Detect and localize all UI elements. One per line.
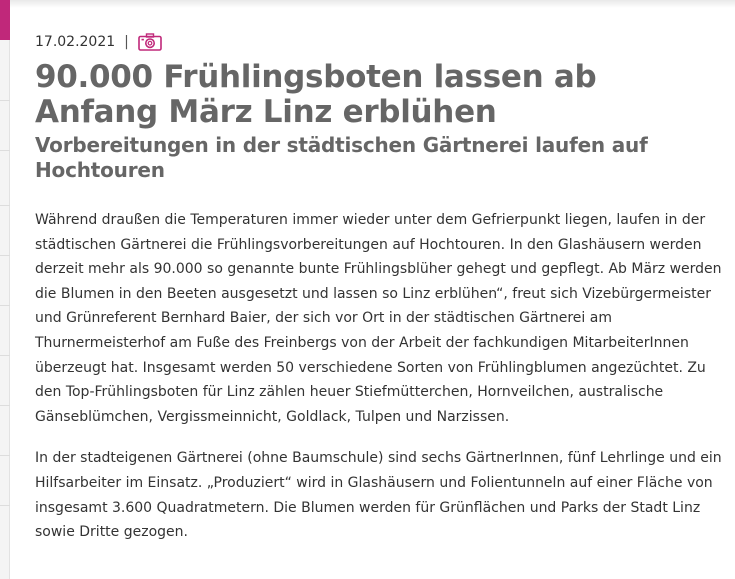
article-meta <box>35 28 720 56</box>
article-subtitle: Vorbereitungen in der städtischen Gärtnerei laufen auf Hochtouren <box>35 133 648 182</box>
article-date: 17.02.2021 <box>35 34 116 50</box>
sidebar-divider <box>0 150 10 151</box>
article-paragraph: Während draußen die Temperaturen immer wieder unter dem Gefrierpunkt liegen, laufen in der städtischen Gärtnerei die Frühlingsvorbereitungen auf Hochtouren. In den Glashäusern werden derzeit mehr als 90.000 so genannte bunte Frühlingsblüher gehegt und gepflegt. Ab März werden die Blumen in den Beeten ausgesetzt und lassen so Linz erblühen“, freut sich Vizebürgermeister und Grünreferent Bernhard Baier, der sich vor Ort in der städtischen Gärtnerei am Thurnermeisterhof am Fuße des Freinbergs von der Arbeit der fachkundigen MitarbeiterInnen überzeugt hat. Insgesamt werden 50 verschiedene Sorten von Frühlingblumen angezüchtet. Zu den Top-Frühlingsboten für Linz zählen heuer Stiefmütterchen, Hornveilchen, australische Gänseblümchen, Vergissmeinnicht, Goldlack, Tulpen und Narzissen. <box>35 212 722 425</box>
sidebar-divider <box>0 355 10 356</box>
sidebar-divider <box>0 505 10 506</box>
sidebar-accent-bar <box>0 0 10 40</box>
camera-icon[interactable] <box>138 33 162 51</box>
sidebar-divider <box>0 255 10 256</box>
article-paragraph: In der stadteigenen Gärtnerei (ohne Baumschule) sind sechs GärtnerInnen, fünf Lehrlinge und ein Hilfsarbeiter im Einsatz. „Produziert“ wird in Glashäusern und Folientunneln auf einer Fläche von insgesamt 3.600 Quadratmetern. Die Blumen werden für Grünflächen und Parks der Stadt Linz sowie Dritte gezogen. <box>35 450 722 541</box>
news-article <box>35 28 720 545</box>
sidebar-divider <box>0 205 10 206</box>
sidebar-divider <box>0 405 10 406</box>
sidebar-divider <box>0 455 10 456</box>
sidebar-divider <box>0 305 10 306</box>
sidebar-divider <box>0 100 10 101</box>
top-shadow <box>10 0 735 8</box>
left-sidebar-edge <box>0 0 10 579</box>
meta-separator: | <box>124 34 129 50</box>
article-title: 90.000 Frühlingsboten lassen ab Anfang März Linz erblühen <box>35 59 597 130</box>
